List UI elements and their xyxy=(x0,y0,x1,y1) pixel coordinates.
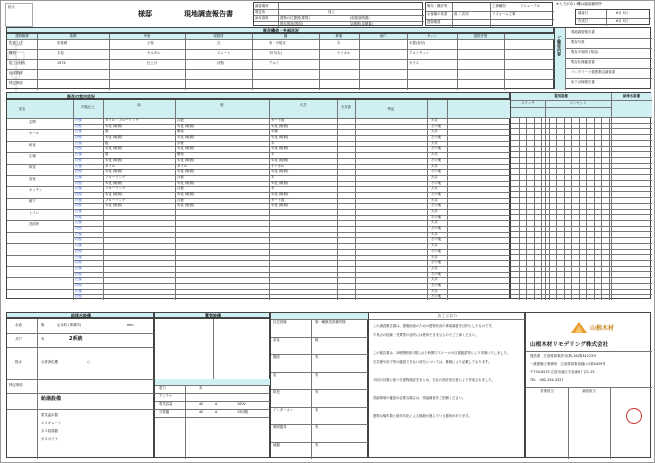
attach-item-3: 既存図面(図面) xyxy=(280,21,303,26)
interior-row-kind: 状態 xyxy=(75,180,82,185)
interior-ceiling-value: 劣化 (軽微) xyxy=(271,157,289,162)
company-name: 山根木材リモデリング株式会社 xyxy=(530,342,609,348)
interior-row-kind: 仕様 xyxy=(75,197,82,202)
interior-ceiling-note: 天井 xyxy=(431,231,438,236)
report-item-3: 既存平面図 (現況) xyxy=(571,50,599,54)
plumb-drain-type: 合併浄化槽 xyxy=(41,360,58,364)
report-item-6: 床下点検報告書 xyxy=(571,80,595,84)
report-item-1: 現地調査報告書 xyxy=(571,30,595,34)
interior-ceiling-note: その他 xyxy=(431,260,442,265)
hot-water-2: エコキュート xyxy=(41,421,62,425)
interior-row-kind: 状態 xyxy=(75,282,82,287)
interior-wall-value: 合板 xyxy=(177,197,184,202)
interior-row-kind: 状態 xyxy=(75,169,82,174)
struct-gutter-material: アルミ xyxy=(269,61,280,65)
note-line: この報告書は、2時間程度の限られた時間でスケールや目視確認等により実施いたしました。 xyxy=(373,351,511,355)
gas-table xyxy=(154,318,270,458)
field-label-year: 築年・構法等 xyxy=(427,4,448,8)
outlet-label: コンセント xyxy=(569,101,587,105)
interior-ceiling-value: 劣化 (軽微) xyxy=(271,203,289,208)
attach-item-1: 建物の位置図(要図) xyxy=(280,15,310,20)
check-row-label: 窓 xyxy=(273,372,277,377)
field-label-site: 調査場所 xyxy=(255,3,269,8)
interior-ceiling-note: その他 xyxy=(431,135,442,140)
survey-date-value: 6月 5日 xyxy=(616,11,629,15)
room-name: 玄関 xyxy=(29,119,36,124)
struct-wall-type: 土壁 xyxy=(147,41,154,45)
struct-eaves-finish: ケイカル xyxy=(337,51,351,55)
check-row-label: 地盤 xyxy=(273,442,280,447)
interior-col-room: 室名 xyxy=(18,107,26,111)
interior-wall-value: 聚楽 xyxy=(177,129,184,134)
gas-title: 電気設備 xyxy=(205,313,221,318)
interior-ceiling-value: 木 xyxy=(271,174,275,179)
interior-wall-value: 劣化 (軽微) xyxy=(177,180,195,185)
interior-floor-value: 劣化 (軽微) xyxy=(105,180,123,185)
note-line: 建物は築年数と経年劣化による損耗が進んでいる箇所があります。 xyxy=(373,414,472,418)
field-value-address: 同上 xyxy=(328,9,335,14)
check-row-value: 有 xyxy=(315,390,319,394)
struct-roof-type: 瓦 xyxy=(217,41,221,45)
interior-wall-value: 聚楽 xyxy=(177,152,184,157)
interior-ceiling-value: 劣化 (軽微) xyxy=(271,146,289,151)
plumb-well-has: 有 xyxy=(41,337,45,341)
hot-water-3: ガス給湯器 xyxy=(41,429,58,433)
interior-title: 既存の室内状況 xyxy=(67,93,95,99)
company-tel: TEL 082-254-3327 xyxy=(530,378,564,382)
struct-row-built: 竣工(西暦) xyxy=(9,61,26,65)
interior-floor-value: フローリング xyxy=(105,186,126,191)
check-row-label: 照明器具 xyxy=(273,425,287,429)
field-value-wish: 改 二次用 xyxy=(454,12,469,16)
interior-wall-value: 合板 xyxy=(177,174,184,179)
notes-title: おことわり xyxy=(437,313,458,318)
interior-floor-value: 畳 xyxy=(105,152,109,157)
interior-row-kind: 状態 xyxy=(75,191,82,196)
check-table xyxy=(270,312,368,458)
header-fields-b xyxy=(425,2,553,26)
struct-shutter-type: 木製(窓付) xyxy=(409,41,426,45)
room-name: 和室 xyxy=(29,142,36,147)
interior-floor-value: フローリング xyxy=(105,197,126,202)
gas-panel-circuits: 15回路 xyxy=(237,410,249,414)
room-name: 廊下 xyxy=(29,199,36,204)
interior-row-kind: 仕様 xyxy=(75,129,82,134)
struct-foundation-type: 布基礎 xyxy=(57,41,68,45)
check-row-value: 有 xyxy=(315,407,319,412)
interior-row-kind: 仕様 xyxy=(75,231,82,236)
interior-ceiling-note: 天井 xyxy=(431,140,438,145)
interior-ceiling-note: その他 xyxy=(431,169,442,174)
interior-row-kind: 仕様 xyxy=(75,254,82,259)
work-type-value: リニューアル xyxy=(520,4,540,8)
note-line: この調査報告書は、建築計画のための建物状況の事前調査を目的としたものです。 xyxy=(373,324,495,328)
check-row-value: 有 xyxy=(315,425,319,429)
struct-col-roof: 屋根材 xyxy=(213,34,224,38)
interior-wall-value: 京壁 xyxy=(177,140,184,145)
interior-floor-value: 板 xyxy=(105,140,109,145)
check-row-value: 無 xyxy=(315,337,319,342)
interior-ceiling-value: 劣化 (軽微) xyxy=(271,169,289,174)
interior-ceiling-value: 木 xyxy=(271,186,275,191)
switch-label: スイッチ xyxy=(521,101,535,105)
interior-row-kind: 仕様 xyxy=(75,152,82,157)
interior-floor-value: 劣化 (軽微) xyxy=(105,123,123,128)
interior-row-kind: 状態 xyxy=(75,271,82,276)
check-row-value: 有 xyxy=(315,355,319,359)
stamp-label: 拡大 xyxy=(8,5,15,9)
gas-power-has: 有 xyxy=(199,386,203,390)
interior-row-kind: 仕様 xyxy=(75,265,82,270)
interior-col-notes: 特記 xyxy=(387,107,395,111)
report-item-5: コンクリート強度測定調査書 xyxy=(571,70,616,74)
interior-row-kind: 状態 xyxy=(75,214,82,219)
interior-rows xyxy=(7,118,511,300)
room-name: トイレ xyxy=(29,210,40,215)
struct-state-label: 状態 xyxy=(217,61,224,65)
interior-ceiling-note: 天井 xyxy=(431,152,438,157)
struct-gutter-shape: 半円(丸) xyxy=(269,51,282,55)
report-item-4: 既存仕様確認書 xyxy=(571,60,595,64)
interior-row-kind: 仕様 xyxy=(75,186,82,191)
header-fields-a xyxy=(253,2,423,26)
interior-wall-value: 劣化 (軽微) xyxy=(177,135,195,140)
attach-item-4: 見積図(見積書) xyxy=(350,21,373,26)
interior-ceiling-value: ガード板 xyxy=(271,118,285,122)
interior-row-kind: 仕様 xyxy=(75,163,82,168)
struct-row-structure: 構造 xyxy=(9,51,16,55)
interior-row-kind: 仕様 xyxy=(75,118,82,122)
room-name: 洗面所 xyxy=(29,222,40,227)
interior-floor-value: 劣化 (軽微) xyxy=(105,146,123,151)
interior-floor-value: 劣化 (軽微) xyxy=(105,135,123,140)
interior-ceiling-value: 竿縁 xyxy=(271,129,278,134)
interior-ceiling-note: 天井 xyxy=(431,174,438,179)
electric-grid xyxy=(511,117,652,300)
struct-finish-label: 仕上げ xyxy=(147,61,158,65)
interior-ceiling-note: その他 xyxy=(431,191,442,196)
interior-wall-value: タイル xyxy=(177,163,188,168)
interior-row-kind: 仕様 xyxy=(75,140,82,145)
interior-ceiling-note: その他 xyxy=(431,226,442,231)
struct-col-foundation: 基礎 xyxy=(69,34,77,38)
room-name: 広縁 xyxy=(29,153,36,158)
gas-panel-unit: A xyxy=(215,410,218,414)
interior-ceiling-note: 天井 xyxy=(431,186,438,191)
plumbing-table xyxy=(6,318,154,458)
scope-note: ※入力がない欄は調査範囲外 xyxy=(556,2,603,6)
interior-header xyxy=(6,92,510,99)
struct-built-year: 1974 xyxy=(57,61,66,65)
plumbing-title: 給排水設備 xyxy=(71,313,91,318)
company-logo-mark xyxy=(570,321,588,335)
interior-row-kind: 仕様 xyxy=(75,174,82,179)
interior-ceiling-note: その他 xyxy=(431,214,442,219)
svg-text:━: ━ xyxy=(6,87,8,91)
interior-ceiling-note: 天井 xyxy=(431,288,438,293)
interior-col-wall: 壁 xyxy=(220,103,224,107)
interior-ceiling-note: その他 xyxy=(431,203,442,208)
interior-wall-value: 劣化 (軽微) xyxy=(177,123,195,128)
interior-ceiling-note: 天井 xyxy=(431,129,438,134)
gas-row-antenna: アンテナ xyxy=(159,394,173,398)
interior-floor-value: 劣化 (軽微) xyxy=(105,169,123,174)
created-date-label: 作成日 xyxy=(578,19,589,23)
struct-glass: ガラス xyxy=(409,61,420,65)
interior-ceiling-note: その他 xyxy=(431,157,442,162)
interior-row-kind: 仕様 xyxy=(75,220,82,225)
interior-row-kind: 仕様 xyxy=(75,209,82,213)
room-name: ホール xyxy=(29,131,40,136)
struct-col-roofwall: 屋根外壁 xyxy=(473,34,488,38)
interior-ceiling-value: 木 xyxy=(271,140,275,145)
check-row-value: 第一種換気設備有無 xyxy=(315,320,346,324)
interior-floor-value: 畳 xyxy=(105,129,109,134)
interior-row-kind: 仕様 xyxy=(75,288,82,293)
date-box xyxy=(575,9,650,25)
plumb-water-type: 山本町 (事業所) xyxy=(57,323,82,327)
field-label-address: 現住所 xyxy=(255,9,266,14)
check-row-label: 階段 xyxy=(273,355,280,359)
interior-wall-value: 合板 xyxy=(177,118,184,122)
gas-capacity-value: 40 xyxy=(199,402,204,406)
interior-ceiling-note: 天井 xyxy=(431,265,438,270)
company-office: 一級建築士事務所 広島県知事登録(ロ)第4429号 xyxy=(530,362,606,366)
interior-ceiling-note: その他 xyxy=(431,248,442,253)
struct-col-sash: サッシ xyxy=(426,34,438,38)
interior-floor-value: 劣化 (軽微) xyxy=(105,157,123,162)
gas-row-power: 電力 xyxy=(159,386,166,390)
interior-row-kind: 仕様 xyxy=(75,243,82,248)
interior-row-kind: 状態 xyxy=(75,157,82,162)
hot-water-4: ガスボイラ xyxy=(41,437,58,441)
interior-ceiling-value: 木 xyxy=(271,152,275,157)
plumb-water-unit: mm xyxy=(127,323,134,327)
struct-col-outline: 建物概要 xyxy=(15,34,29,38)
interior-ceiling-value: 劣化 (軽微) xyxy=(271,180,289,185)
interior-row-kind: 状態 xyxy=(75,237,82,242)
gas-capacity-unit: A xyxy=(215,402,218,406)
struct-col-wall: 外壁 xyxy=(143,34,151,38)
check-row-value: 有 xyxy=(315,372,319,377)
interior-ceiling-note: 天井 xyxy=(431,254,438,259)
interior-row-kind: 状態 xyxy=(75,123,82,128)
interior-ceiling-note: 天井 xyxy=(431,220,438,225)
notes-box xyxy=(368,312,525,458)
gas-row-panel: 分電盤 xyxy=(159,410,170,414)
interior-floor-value: タイル・フローリング xyxy=(105,118,139,122)
struct-sash-type: アルミサッシ xyxy=(409,51,430,55)
work-type-label: 工事種別 xyxy=(492,4,506,8)
interior-row-kind: 状態 xyxy=(75,226,82,231)
interior-ceiling-value: 劣化 (軽微) xyxy=(271,123,289,128)
attach-item-2: (取扱説明書) xyxy=(350,15,370,20)
interior-ceiling-note: 天井 xyxy=(431,163,438,168)
stamp-box xyxy=(5,3,33,27)
interior-ceiling-note: 天井 xyxy=(431,243,438,248)
room-name: キッチン xyxy=(29,188,43,193)
room-name: 浴室 xyxy=(29,176,36,181)
notes-lines xyxy=(373,325,523,455)
work-type-sub: リフォーム工事 xyxy=(492,12,516,16)
gas-row-capacity: 電気容量 xyxy=(159,402,173,406)
struct-eaves-type: 木 xyxy=(337,41,341,45)
field-label-attach: 添付資料 xyxy=(255,15,269,20)
sig-label-survey: 調査担当 xyxy=(582,389,596,393)
interior-ceiling-note: その他 xyxy=(431,237,442,242)
check-row-label: インターホン xyxy=(273,407,294,412)
interior-wall-value: 劣化 (軽微) xyxy=(177,146,195,151)
interior-row-kind: 状態 xyxy=(75,260,82,265)
interior-wall-value: 劣化 (軽微) xyxy=(177,169,195,174)
hot-water-1: 電気温水器 xyxy=(41,413,58,417)
struct-col-gutter: 樋 xyxy=(283,34,288,38)
interior-ceiling-note: 天井 xyxy=(431,277,438,282)
interior-row-kind: 状態 xyxy=(75,135,82,140)
plumb-row-well: 井戸 xyxy=(15,337,22,341)
struct-col-eaves: 軒裏 xyxy=(335,34,343,38)
interior-ceiling-note: その他 xyxy=(431,271,442,276)
interior-ceiling-note: 天井 xyxy=(431,118,438,122)
company-license: 建設業 広島県知事許可(般-26)第34223号 xyxy=(530,354,597,358)
gas-capacity-volt: 100V xyxy=(237,402,246,406)
interior-wall-value: 合板 xyxy=(177,186,184,191)
check-rows xyxy=(271,319,369,459)
interior-row-kind: 状態 xyxy=(75,203,82,208)
interior-row-kind: 状態 xyxy=(75,146,82,151)
interior-floor-value: 劣化 (軽微) xyxy=(105,203,123,208)
note-line: 天井裏や床下等の確認できない部分については、推測により記載しております。 xyxy=(373,360,492,364)
check-row-label: 防犯 xyxy=(273,390,280,394)
note-line: 今回の計測に基づき建物現況をまとめ、当社の設計担当者により作成されました。 xyxy=(373,378,495,382)
interior-col-finish: 内装仕上 xyxy=(81,105,95,109)
interior-ceiling-note: 天井 xyxy=(431,197,438,202)
check-row-value: 有 xyxy=(315,442,319,447)
interior-wall-value: 劣化 (軽微) xyxy=(177,157,195,162)
created-date-value: 6月 5日 xyxy=(616,19,629,23)
gas-panel-value: 40 xyxy=(199,410,204,414)
plumb-row-water: 水道 xyxy=(15,323,22,327)
interior-col-height: 天井高 xyxy=(340,105,352,109)
owner-name: 様邸 xyxy=(138,10,152,18)
company-logo-text: 山根木材 xyxy=(590,325,615,332)
existing-structure-title: 既存構造・外部状況 xyxy=(263,28,299,33)
sig-label-sales: 営業担当 xyxy=(540,389,554,393)
interior-ceiling-value: ケイカル xyxy=(271,163,285,168)
interior-ceiling-note: その他 xyxy=(431,146,442,151)
structure-table xyxy=(6,33,554,89)
company-address: 〒734-8575 広島市南区宇品東6丁目1-15 xyxy=(530,370,595,374)
interior-row-kind: 状態 xyxy=(75,248,82,253)
interior-floor-value: フローリング xyxy=(105,174,126,179)
plumb-row-special: 特記事項 xyxy=(9,383,23,387)
interior-ceiling-value: 劣化 (軽微) xyxy=(271,135,289,140)
electric-title: 電気設備 xyxy=(554,94,568,98)
survey-date-label: 調査日 xyxy=(578,11,589,15)
seal-stamp xyxy=(626,408,642,424)
interior-floor-value: 劣化 (軽微) xyxy=(105,191,123,196)
check-row-label: 住宅設備 xyxy=(273,320,287,324)
interior-col-floor: 床 xyxy=(137,103,141,107)
plumb-drain-check: ○ xyxy=(87,360,90,364)
page-title: 現地調査報告書 xyxy=(184,10,233,18)
interior-ceiling-note: その他 xyxy=(431,294,442,299)
interior-ceiling-value: ガード板 xyxy=(271,197,285,202)
field-label-wish: お客様の希望 xyxy=(427,12,448,16)
check-row-label: 浴室 xyxy=(273,337,280,342)
plumbing-col-title: 給排水設備 xyxy=(623,94,640,98)
struct-col-shutter: 雨戸 xyxy=(379,34,387,38)
struct-wall-finish: モルタル xyxy=(147,51,161,55)
interior-floor-value: タイル xyxy=(105,163,116,168)
interior-wall-value: 劣化 (軽微) xyxy=(177,203,195,208)
interior-ceiling-value: 劣化 (軽微) xyxy=(271,191,289,196)
interior-table xyxy=(6,99,510,299)
struct-row-special: 特記事項 xyxy=(9,81,23,85)
struct-roof-finish: スレート xyxy=(217,51,231,55)
hot-water-title: 給湯設備 xyxy=(41,396,62,402)
interior-ceiling-note: その他 xyxy=(431,123,442,128)
interior-ceiling-note: 天井 xyxy=(431,209,438,213)
interior-ceiling-note: その他 xyxy=(431,180,442,185)
struct-structure-value: 木造 xyxy=(57,51,64,55)
company-box xyxy=(525,312,651,458)
note-line: 不具合の指摘・売買等の目的には使用できませんのでご了承ください。 xyxy=(373,333,479,337)
room-name: 和室 xyxy=(29,165,36,170)
report-type-panel xyxy=(554,27,651,89)
interior-wall-value: 劣化 (軽微) xyxy=(177,191,195,196)
interior-col-ceiling: 天井 xyxy=(299,103,307,107)
interior-ceiling-note: その他 xyxy=(431,282,442,287)
plumb-water-has: 無 xyxy=(41,323,45,327)
interior-row-kind: 仕様 xyxy=(75,277,82,282)
interior-row-kind: 状態 xyxy=(75,294,82,299)
report-type-title: ご報告内容 xyxy=(557,36,562,56)
plumb-row-drain: 排水 xyxy=(15,360,22,364)
struct-row-area: 延床面積 xyxy=(9,71,23,75)
report-item-2: 既存写真 xyxy=(571,40,585,44)
note-line: 詳細事項の確認が必要な場合は、別途調査をご依頼ください。 xyxy=(373,396,466,400)
field-label-outline: 建物概要 xyxy=(427,20,441,24)
struct-gutter-type: 有・平板瓦 xyxy=(269,41,286,45)
electric-panel xyxy=(510,92,651,299)
struct-row-method: 作業工法 xyxy=(9,41,23,45)
plumb-well-systems: 2系統 xyxy=(69,336,83,342)
